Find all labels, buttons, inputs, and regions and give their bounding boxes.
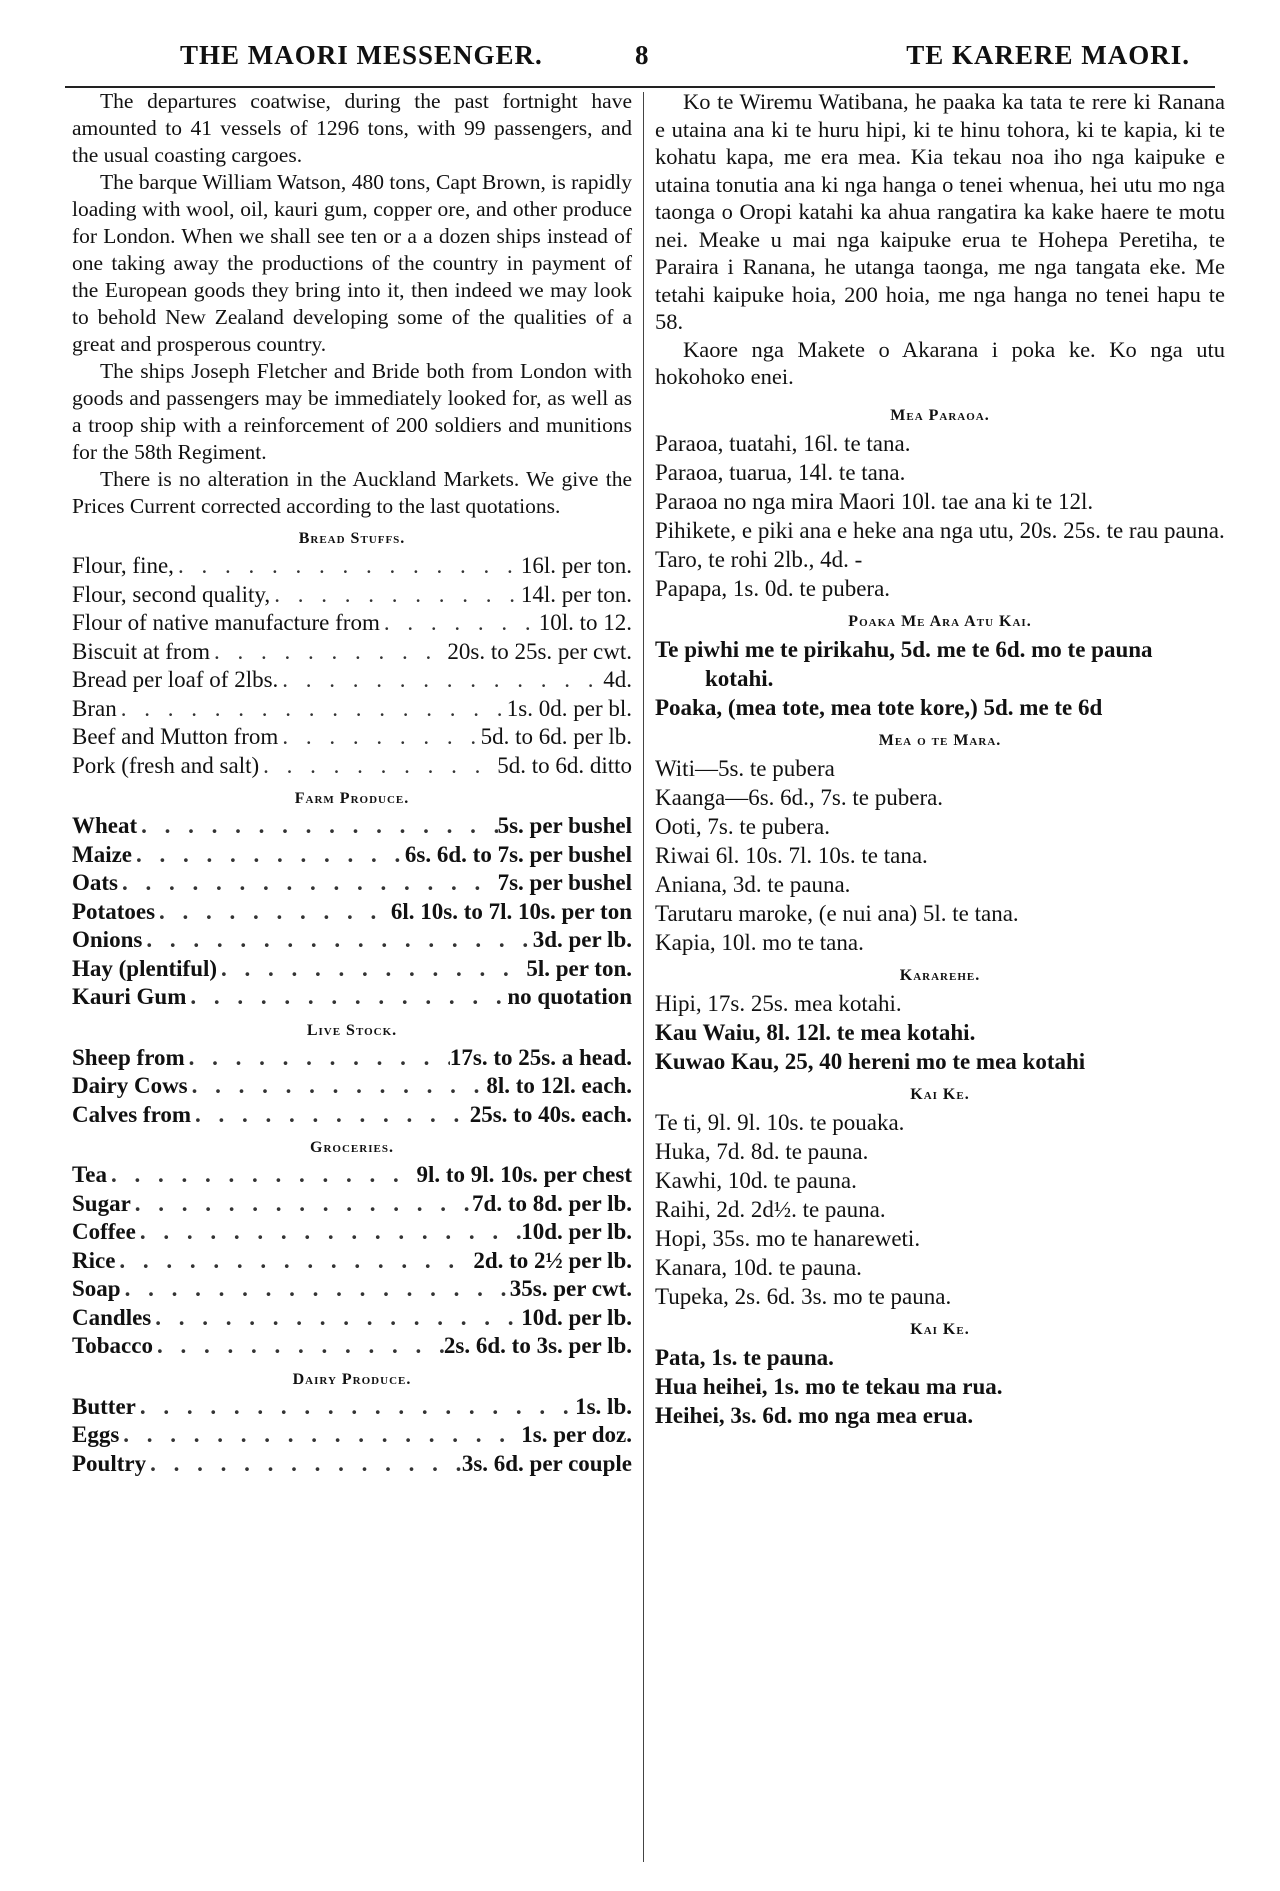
price-row [72,1044,632,1073]
section-heading: Farm Produce. [294,790,410,807]
item-price: no quotation [507,984,632,1009]
price-line: Tarutaru maroke, (e nui ana) 5l. te tana. [655,900,1019,926]
price-line: Te ti, 9l. 9l. 10s. te pouaka. [655,1109,905,1135]
item-label: Tobacco [72,1333,153,1358]
price-row [72,812,632,841]
price-line: Heihei, 3s. 6d. mo nga mea erua. [655,1402,974,1428]
price-row [72,1101,632,1130]
price-row [72,638,632,667]
item-price: 6l. 10s. to 7l. 10s. per ton [390,898,632,924]
price-row [72,666,632,695]
price-row [72,752,632,781]
item-label: Calves from [72,1101,192,1127]
price-row [72,1247,632,1276]
item-price: 8l. to 12l. each. [486,1073,632,1098]
price-line: Aniana, 3d. te pauna. [655,871,851,897]
price-line: Hopi, 35s. mo te hanareweti. [655,1225,921,1251]
price-row [72,1450,632,1479]
item-price: 10d. per lb. [521,1219,632,1244]
item-price: 2d. to 2½ per lb. [473,1247,632,1273]
item-price: 5s. per bushel [497,813,632,838]
price-line: Tupeka, 2s. 6d. 3s. mo te pauna. [655,1283,952,1309]
price-line: Riwai 6l. 10s. 7l. 10s. te tana. [655,842,928,868]
item-label: Pork (fresh and salt) [72,752,260,778]
price-line: Kapia, 10l. mo te tana. [655,929,864,955]
item-label: Bran [72,695,117,721]
item-label: Soap [72,1276,121,1301]
item-price: 10d. per lb. [521,1304,632,1330]
item-label: Poultry [72,1450,147,1476]
price-row [72,926,632,955]
price-line: Paraoa, tuarua, 14l. te tana. [655,459,906,485]
item-label: Wheat [72,813,138,838]
section-heading: Live Stock. [306,1021,398,1039]
price-row [72,723,632,752]
item-price: 5d. to 6d. per lb. [480,724,632,749]
item-price: 2s. 6d. to 3s. per lb. [443,1333,632,1358]
item-label: Hay (plentiful) [72,955,218,981]
header-maori-title: TE KARERE MAORI. [906,40,1190,70]
price-row [72,869,632,898]
item-price: 1s. per doz. [521,1422,632,1447]
price-line: Papapa, 1s. 0d. te pubera. [655,575,891,601]
section-heading: Mea Paraoa. [890,406,990,424]
section-heading: Kararehe. [899,966,981,984]
item-label: Onions [72,927,143,952]
section-heading: Groceries. [310,1139,394,1156]
section-heading: Mea o te Mara. [878,731,1002,749]
price-line: Pihikete, e piki ana e heke ana nga utu, 20s. 25s. te rau pauna. [655,517,1225,543]
news-paragraph: There is no alteration in the Auckland Markets. We give the Prices Current corrected according to the last quotations. [72,467,632,518]
price-row [72,841,632,870]
price-line: Poaka, (mea tote, mea tote kore,) 5d. me te 6d [655,694,1103,720]
item-price: 3s. 6d. per couple [461,1450,632,1476]
price-row [72,898,632,927]
item-price: 1s. lb. [575,1393,632,1419]
item-label: Flour, second quality, [72,581,271,607]
price-row [72,1190,632,1219]
item-price: 6s. 6d. to 7s. per bushel [404,841,632,867]
section-heading: Bread Stuffs. [298,530,406,547]
section-heading: Dairy Produce. [292,1370,412,1388]
price-line: Paraoa, tuatahi, 16l. te tana. [655,430,911,456]
price-row [72,1304,632,1333]
price-row [72,983,632,1012]
item-price: 7d. to 8d. per lb. [472,1190,632,1216]
news-paragraph: Kaore nga Makete o Akarana i poka ke. Ko nga utu hokohoko enei. [655,336,1225,389]
item-price: 5l. per ton. [526,955,632,981]
price-line: Hua heihei, 1s. mo te tekau ma rua. [655,1373,1003,1399]
column-divider [643,92,644,1862]
section-heading: Poaka Me Ara Atu Kai. [848,612,1032,630]
english-column [72,88,632,1478]
section-heading: Kai Ke. [910,1085,970,1103]
price-row [72,609,632,638]
price-line: Paraoa no nga mira Maori 10l. tae ana ki te 12l. [655,488,1094,514]
price-line: Kawhi, 10d. te pauna. [655,1167,857,1193]
item-label: Rice [72,1247,116,1273]
item-label: Biscuit at from [72,638,210,664]
price-line: Ooti, 7s. te pubera. [655,813,831,839]
price-line: Kau Waiu, 8l. 12l. te mea kotahi. [655,1019,976,1045]
news-paragraph: The barque William Watson, 480 tons, Capt Brown, is rapidly loading with wool, oil, kauri gum, copper ore, and other produce for London. When we shall see ten or a a dozen ships instead of one taking away the productions of the country in payment of the European goods they bring into it, then indeed we may look to behold New Zealand developing some of the qualities of a great and prosperous country. [72,170,632,356]
price-row [72,1393,632,1422]
price-row [72,1332,632,1361]
item-price: 25s. to 40s. each. [469,1101,632,1127]
item-price: 4d. [603,667,632,692]
item-price: 20s. to 25s. per cwt. [447,638,632,664]
price-line: Taro, te rohi 2lb., 4d. - [655,546,863,572]
item-label: Flour of native manufacture from [72,610,380,635]
item-label: Tea [72,1162,107,1187]
page-header [60,22,1220,78]
price-row [72,955,632,984]
item-label: Kauri Gum [72,984,187,1009]
section-heading: Kai Ke. [910,1320,970,1338]
price-line: Raihi, 2d. 2d½. te pauna. [655,1196,886,1222]
item-label: Potatoes [72,898,156,924]
price-line: Witi—5s. te pubera [655,755,835,781]
item-label: Sheep from [72,1044,185,1070]
item-label: Beef and Mutton from [72,724,279,749]
item-price: 7s. per bushel [497,870,632,895]
item-label: Eggs [72,1422,120,1447]
price-row [72,695,632,724]
item-price: 5d. to 6d. ditto [497,752,632,778]
item-price: 3d. per lb. [532,927,632,952]
item-price: 10l. to 12. [538,610,632,635]
item-label: Candles [72,1304,152,1330]
maori-column [655,88,1225,1430]
price-line: Hipi, 17s. 25s. mea kotahi. [655,990,902,1016]
item-price: 9l. to 9l. 10s. per chest [416,1162,632,1187]
item-price: 17s. to 25s. a head. [449,1044,632,1070]
item-price: 14l. per ton. [520,581,632,607]
item-price: 35s. per cwt. [509,1276,632,1301]
price-line: Huka, 7d. 8d. te pauna. [655,1138,869,1164]
news-paragraph: The departures coatwise, during the past fortnight have amounted to 41 vessels of 1296 tons, with 99 passengers, and the usual coasting cargoes. [72,89,632,167]
price-line: Pata, 1s. te pauna. [655,1344,834,1370]
price-row [72,1161,632,1190]
item-label: Dairy Cows [72,1073,188,1098]
price-line: Te piwhi me te pirikahu, 5d. me te 6d. mo te pauna kotahi. [655,636,1153,691]
item-price: 16l. per ton. [520,553,632,578]
item-label: Butter [72,1393,136,1419]
price-row [72,1218,632,1247]
item-price: 1s. 0d. per bl. [506,695,632,721]
price-line: Kuwao Kau, 25, 40 hereni mo te mea kotahi [655,1048,1086,1074]
price-row [72,1275,632,1304]
price-line: Kaanga—6s. 6d., 7s. te pubera. [655,784,944,810]
price-row [72,552,632,581]
news-paragraph: The ships Joseph Fletcher and Bride both from London with goods and passengers may be immediately looked for, as well as a troop ship with a reinforcement of 200 soldiers and munitions for the 58th Regiment. [72,359,632,464]
page-number: 8 [635,40,650,70]
price-row [72,1072,632,1101]
item-label: Coffee [72,1219,136,1244]
header-english-title: THE MAORI MESSENGER. [180,40,543,70]
item-label: Bread per loaf of 2lbs. [72,667,279,692]
item-label: Oats [72,870,118,895]
item-label: Flour, fine, [72,553,174,578]
price-row [72,1421,632,1450]
price-line: Kanara, 10d. te pauna. [655,1254,862,1280]
item-label: Maize [72,841,133,867]
item-label: Sugar [72,1190,131,1216]
news-paragraph: Ko te Wiremu Watibana, he paaka ka tata te rere ki Ranana e utaina ana ki te huru hipi, ki te hinu tohora, ki te kapia, ki te kohatu kapa, me era mea. Kia tekau noa iho nga kaipuke e utaina tonutia ana ki nga hanga o tenei whenua, hei utu mo nga taonga o Oropi katahi ka ahua rangatira ka kake haere te motu nei. Meake u mai nga kaipuke erua te Hohepa Peretiha, te Paraira i Ranana, he utanga taonga, me nga tangata eke. Me tetahi kaipuke hoia, 200 hoia, me nga hanga no tenei hapu te 58. [655,89,1225,334]
price-row [72,581,632,610]
